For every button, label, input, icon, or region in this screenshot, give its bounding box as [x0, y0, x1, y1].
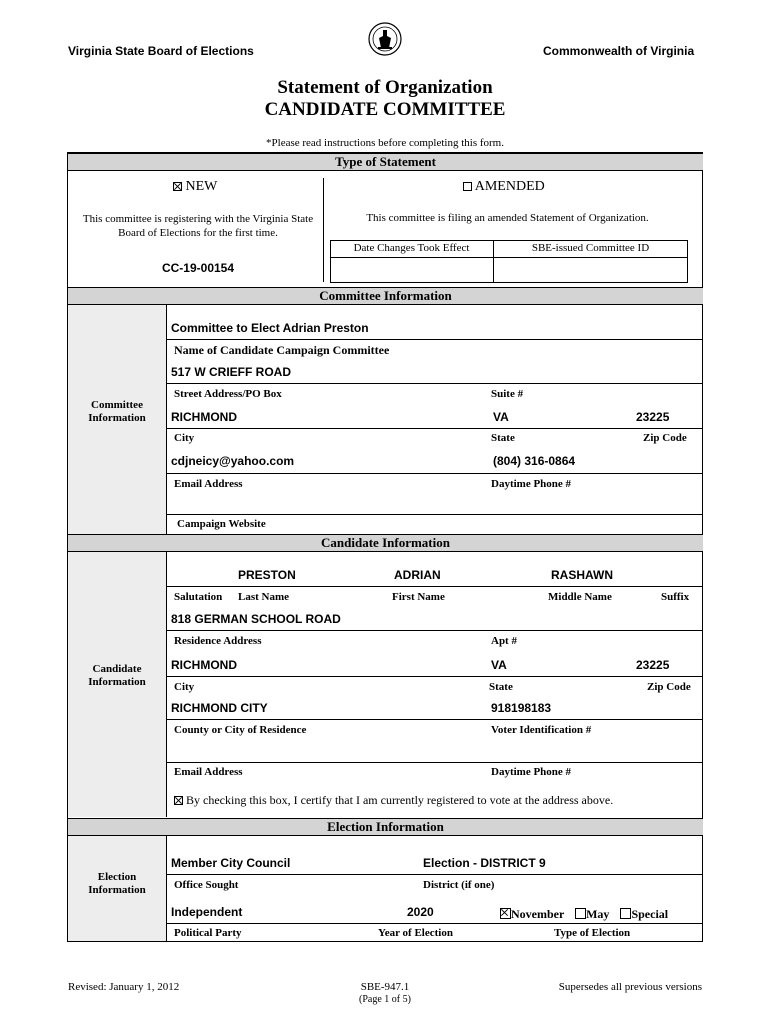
committee-state-label: State [491, 432, 515, 444]
candidate-state-label: State [489, 681, 513, 693]
candidate-city-label: City [174, 681, 195, 693]
first-name-label: First Name [392, 591, 445, 603]
office-value[interactable]: Member City Council [171, 856, 291, 870]
candidate-phone-field[interactable] [489, 742, 699, 762]
committee-name-value[interactable]: Committee to Elect Adrian Preston [171, 321, 369, 335]
committee-state-value[interactable]: VA [493, 410, 509, 424]
voter-id-value[interactable]: 918198183 [491, 701, 552, 715]
candidate-email-label: Email Address [174, 766, 243, 778]
rule [167, 339, 703, 340]
new-checkbox[interactable] [173, 182, 182, 191]
election-info-heading: Election Information [68, 818, 703, 836]
committee-street-label: Street Address/PO Box [174, 388, 282, 400]
county-label: County or City of Residence [174, 724, 307, 736]
committee-zip-value[interactable]: 23225 [636, 410, 670, 424]
may-checkbox[interactable] [575, 908, 586, 919]
committee-phone-value[interactable]: (804) 316-0864 [493, 454, 576, 468]
special-checkbox[interactable] [620, 908, 631, 919]
november-label: November [511, 907, 565, 921]
committee-info-heading: Committee Information [68, 287, 703, 305]
candidate-email-field[interactable] [168, 742, 488, 762]
rule [167, 676, 703, 677]
candidate-side-panel [68, 552, 167, 817]
rule [167, 586, 703, 587]
candidate-last-value[interactable]: PRESTON [238, 568, 296, 582]
candidate-zip-value[interactable]: 23225 [636, 658, 670, 672]
rule [167, 719, 703, 720]
certify-text: By checking this box, I certify that I am currently registered to vote at the address above. [186, 793, 614, 807]
form-title: Statement of Organization [277, 77, 493, 98]
candidate-state-value[interactable]: VA [491, 658, 507, 672]
election-type-label: Type of Election [554, 927, 631, 939]
committee-phone-label: Daytime Phone # [491, 478, 572, 490]
salutation-label: Salutation [174, 591, 223, 603]
november-option[interactable] [500, 907, 564, 921]
candidate-city-value[interactable]: RICHMOND [171, 658, 237, 672]
agency-name: Virginia State Board of Elections [68, 44, 254, 58]
special-label: Special [631, 907, 669, 921]
new-label: NEW [185, 179, 218, 194]
new-option[interactable] [173, 179, 217, 195]
committee-city-value[interactable]: RICHMOND [171, 410, 237, 424]
sbe-id-label: SBE-issued Committee ID [531, 242, 650, 254]
revised-date: Revised: January 1, 2012 [68, 981, 180, 993]
new-description: This committee is registering with the Virginia State Board of Elections for the first time. [82, 213, 314, 239]
amended-description: This committee is filing an amended Statement of Organization. [366, 212, 649, 224]
year-label: Year of Election [378, 927, 453, 939]
suffix-label: Suffix [661, 591, 690, 603]
type-of-statement-heading: Type of Statement [68, 153, 703, 171]
rule [167, 923, 703, 924]
committee-id: CC-19-00154 [161, 261, 235, 275]
year-value[interactable]: 2020 [407, 905, 434, 919]
supersedes-note: Supersedes all previous versions [558, 981, 702, 993]
rule [167, 428, 703, 429]
date-changes-label: Date Changes Took Effect [353, 242, 470, 254]
rule [167, 473, 703, 474]
committee-side-panel [68, 305, 167, 534]
sbe-id-field[interactable] [494, 258, 687, 282]
statement-divider [323, 178, 324, 282]
instructions-note: *Please read instructions before completing this form. [266, 137, 504, 149]
party-label: Political Party [174, 927, 242, 939]
page-number: (Page 1 of 5) [359, 994, 411, 1005]
state-seal [368, 22, 402, 56]
candidate-first-value[interactable]: ADRIAN [394, 568, 441, 582]
last-name-label: Last Name [238, 591, 290, 603]
rule [167, 514, 703, 515]
rule [167, 762, 703, 763]
form-number: SBE-947.1 [360, 981, 410, 993]
november-checkbox[interactable] [500, 908, 511, 919]
district-label: District (if one) [423, 879, 495, 891]
residence-label: Residence Address [174, 635, 262, 647]
rule [167, 630, 703, 631]
apt-label: Apt # [491, 635, 517, 647]
committee-email-label: Email Address [174, 478, 243, 490]
candidate-middle-value[interactable]: RASHAWN [551, 568, 613, 582]
election-side-panel [68, 836, 167, 941]
committee-side-label: Committee Information [88, 399, 146, 424]
date-changes-field[interactable] [331, 258, 492, 282]
office-label: Office Sought [174, 879, 239, 891]
committee-email-value[interactable]: cdjneicy@yahoo.com [171, 454, 295, 468]
special-option[interactable] [620, 907, 668, 921]
amended-label: AMENDED [474, 179, 545, 194]
amended-checkbox[interactable] [463, 182, 472, 191]
middle-name-label: Middle Name [548, 591, 612, 603]
committee-name-label: Name of Candidate Campaign Committee [174, 343, 390, 357]
candidate-info-heading: Candidate Information [68, 534, 703, 552]
certify-checkbox[interactable] [174, 796, 183, 805]
campaign-website-field[interactable] [168, 494, 702, 514]
candidate-side-label: Candidate Information [88, 663, 146, 688]
voter-id-label: Voter Identification # [491, 724, 592, 736]
amended-option[interactable] [463, 179, 545, 195]
county-value[interactable]: RICHMOND CITY [171, 701, 268, 715]
campaign-website-label: Campaign Website [177, 518, 266, 530]
district-value[interactable]: Election - DISTRICT 9 [423, 856, 546, 870]
committee-street-value[interactable]: 517 W CRIEFF ROAD [171, 365, 292, 379]
residence-value[interactable]: 818 GERMAN SCHOOL ROAD [171, 612, 341, 626]
rule [167, 383, 703, 384]
committee-suite-label: Suite # [491, 388, 524, 400]
rule [167, 874, 703, 875]
candidate-zip-label: Zip Code [647, 681, 691, 693]
may-option[interactable] [575, 907, 609, 921]
election-side-label: Election Information [88, 871, 146, 896]
form-subtitle: CANDIDATE COMMITTEE [264, 99, 506, 120]
committee-zip-label: Zip Code [643, 432, 687, 444]
may-label: May [586, 907, 610, 921]
party-value[interactable]: Independent [171, 905, 243, 919]
candidate-phone-label: Daytime Phone # [491, 766, 572, 778]
election-type-options [500, 907, 668, 922]
committee-city-label: City [174, 432, 195, 444]
commonwealth-label: Commonwealth of Virginia [543, 44, 695, 58]
certify-option[interactable] [174, 793, 613, 808]
